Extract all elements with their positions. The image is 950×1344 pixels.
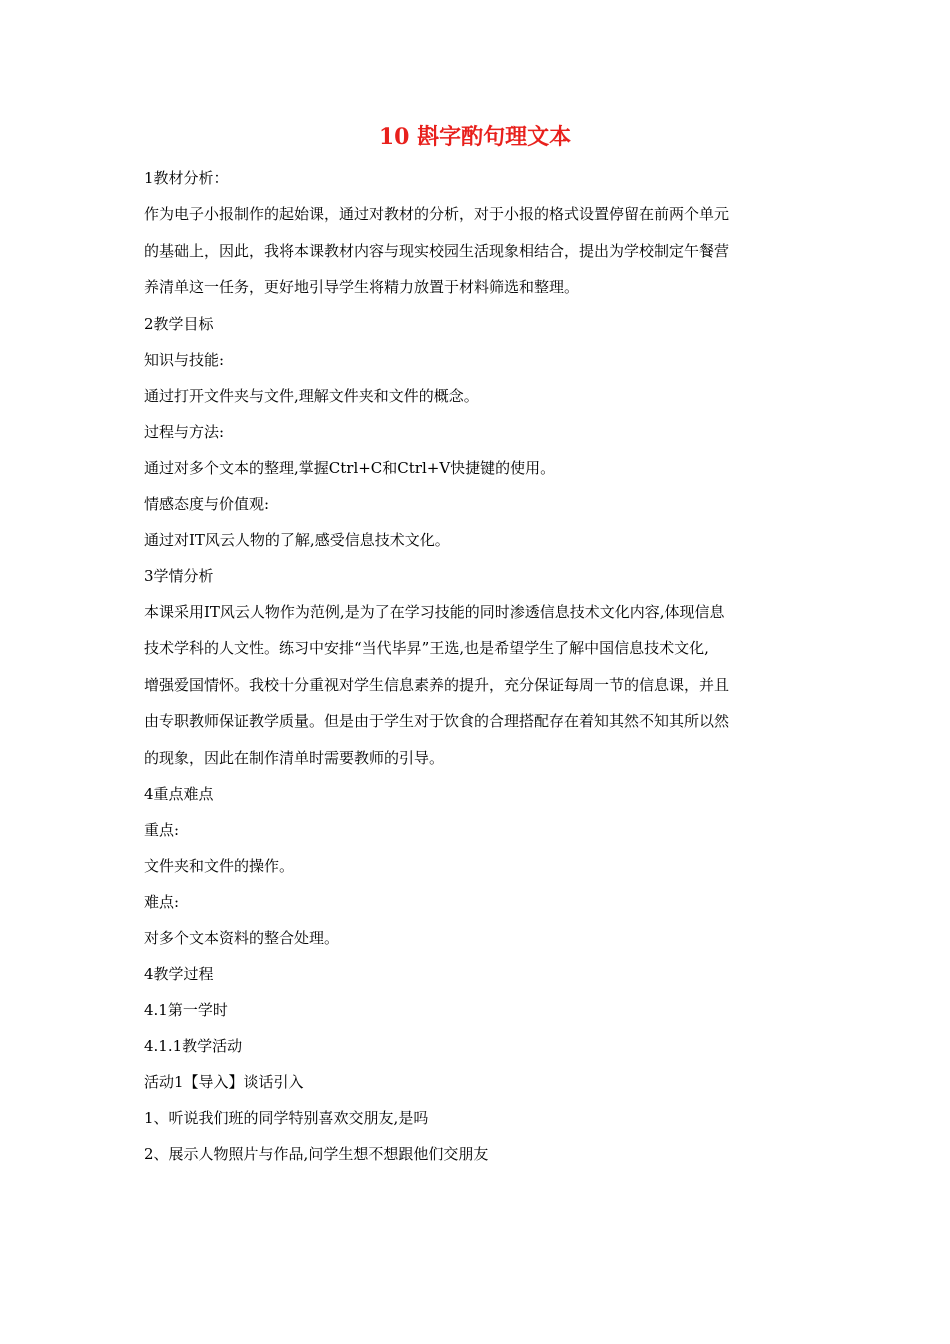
- paragraph-line: 通过对多个文本的整理,掌握Ctrl+C和Ctrl+V快捷键的使用。: [144, 458, 556, 477]
- activity-heading: 活动1【导入】谈话引入: [144, 1073, 304, 1091]
- section-heading-key-points: 4重点难点: [144, 785, 214, 803]
- subheading-key-point: 重点:: [144, 821, 180, 839]
- subheading-first-lesson: 4.1第一学时: [144, 1001, 228, 1019]
- paragraph-line: 对多个文本资料的整合处理。: [144, 929, 340, 947]
- paragraph-line: 养清单这一任务，更好地引导学生将精力放置于材料筛选和整理。: [144, 278, 580, 296]
- document-body: [144, 160, 808, 1172]
- paragraph-line: 作为电子小报制作的起始课，通过对教材的分析，对于小报的格式设置停留在前两个单元: [144, 205, 730, 223]
- subheading-process-method: 过程与方法:: [144, 422, 225, 441]
- section-heading-teaching-process: 4教学过程: [144, 965, 214, 983]
- paragraph-line: 通过对IT风云人物的了解,感受信息技术文化。: [144, 530, 450, 549]
- paragraph-line: 技术学科的人文性。练习中安排“当代毕昇”王选,也是希望学生了解中国信息技术文化,: [144, 639, 709, 657]
- subheading-emotion-values: 情感态度与价值观:: [144, 494, 270, 513]
- document-title: 10 斟字酌句理文本: [378, 124, 572, 150]
- list-item: 1、听说我们班的同学特别喜欢交朋友,是吗: [144, 1109, 429, 1127]
- paragraph-line: 的现象，因此在制作清单时需要教师的引导。: [144, 748, 445, 767]
- paragraph-line: 由专职教师保证教学质量。但是由于学生对于饮食的合理搭配存在着知其然不知其所以然: [144, 712, 730, 730]
- section-heading-textbook-analysis: 1教材分析：: [144, 169, 229, 187]
- paragraph-line: 通过打开文件夹与文件,理解文件夹和文件的概念。: [144, 386, 479, 405]
- paragraph-line: 增强爱国情怀。我校十分重视对学生信息素养的提升，充分保证每周一节的信息课，并且: [144, 675, 730, 694]
- paragraph-line: 本课采用IT风云人物作为范例,是为了在学习技能的同时渗透信息技术文化内容,体现信息: [144, 602, 725, 621]
- subheading-difficult-point: 难点:: [144, 893, 180, 911]
- subheading-teaching-activities: 4.1.1教学活动: [144, 1037, 243, 1055]
- subheading-knowledge-skills: 知识与技能:: [144, 350, 225, 369]
- paragraph-line: 的基础上，因此，我将本课教材内容与现实校园生活现象相结合，提出为学校制定午餐营: [144, 241, 730, 260]
- section-heading-student-analysis: 3学情分析: [144, 566, 214, 585]
- paragraph-line: 文件夹和文件的操作。: [144, 857, 295, 875]
- section-heading-teaching-goals: 2教学目标: [144, 314, 214, 333]
- list-item: 2、展示人物照片与作品,问学生想不想跟他们交朋友: [144, 1145, 489, 1163]
